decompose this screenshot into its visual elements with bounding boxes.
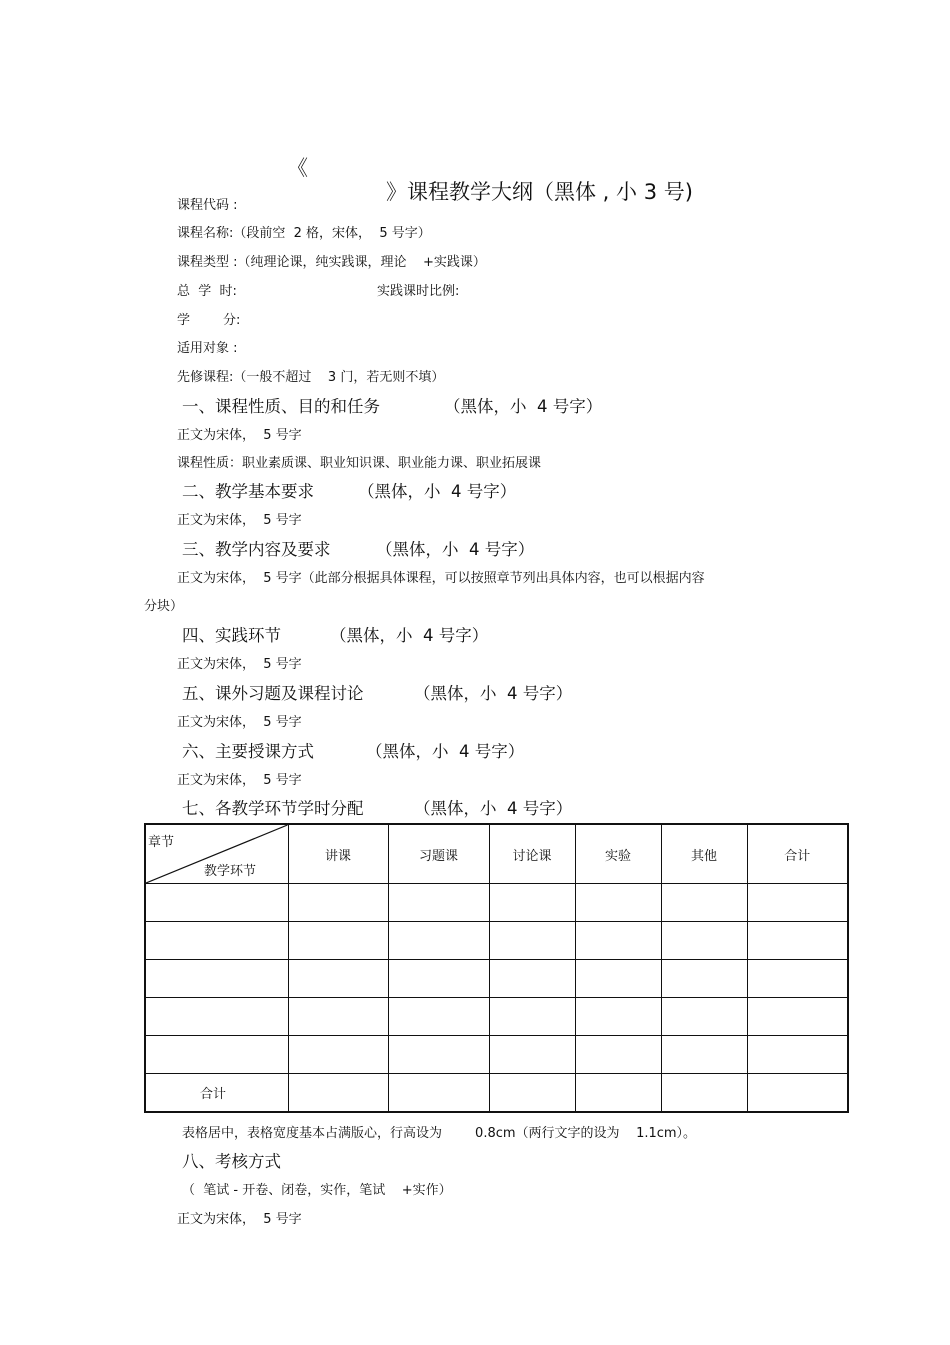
table-cell — [661, 1036, 747, 1074]
table-row — [145, 884, 848, 922]
table-cell — [145, 998, 288, 1036]
section-8-body-font: 正文为宋体， 5 号字 — [177, 1212, 302, 1227]
table-cell — [388, 1036, 489, 1074]
section-7-heading: 七、各教学环节学时分配 — [182, 799, 364, 818]
table-cell — [661, 1074, 747, 1113]
table-cell — [747, 960, 848, 998]
table-header-row — [145, 824, 848, 884]
table-row — [145, 960, 848, 998]
section-7-note: （黑体，小 4 号字） — [414, 799, 573, 818]
section-5-body: 正文为宋体， 5 号字 — [177, 715, 302, 730]
section-6-body: 正文为宋体， 5 号字 — [177, 773, 302, 788]
table-cell — [661, 922, 747, 960]
course-type: 课程类型 :（纯理论课，纯实践课，理论 +实践课） — [177, 255, 486, 270]
table-cell — [388, 1074, 489, 1113]
title-text: 》课程教学大纲（黑体 , 小 3 号) — [386, 180, 693, 204]
column-header: 合计 — [747, 824, 848, 884]
table-cell — [747, 998, 848, 1036]
section-8-heading: 八、考核方式 — [182, 1152, 281, 1171]
table-row — [145, 998, 848, 1036]
section-5-heading: 五、课外习题及课程讨论 — [182, 684, 364, 703]
table-cell — [388, 960, 489, 998]
section-1-note: （黑体，小 4 号字） — [444, 397, 603, 416]
section-5-note: （黑体，小 4 号字） — [414, 684, 573, 703]
prerequisites: 先修课程:（一般不超过 3 门，若无则不填） — [177, 370, 445, 385]
section-2-heading: 二、教学基本要求 — [182, 482, 314, 501]
table-cell — [388, 922, 489, 960]
column-header: 讨论课 — [489, 824, 575, 884]
section-2-body: 正文为宋体， 5 号字 — [177, 513, 302, 528]
table-cell — [489, 998, 575, 1036]
table-corner-cell — [145, 824, 288, 884]
column-header: 讲课 — [288, 824, 388, 884]
table-cell — [575, 998, 661, 1036]
table-cell — [575, 1074, 661, 1113]
table-cell — [489, 1074, 575, 1113]
table-cell — [288, 884, 388, 922]
table-cell — [145, 1036, 288, 1074]
section-1-heading: 一、课程性质、目的和任务 — [182, 397, 380, 416]
section-3-note: （黑体，小 4 号字） — [376, 540, 535, 559]
table-cell — [575, 922, 661, 960]
course-code: 课程代码 : — [177, 198, 238, 213]
table-row — [145, 922, 848, 960]
table-cell — [288, 1036, 388, 1074]
section-4-note: （黑体，小 4 号字） — [330, 626, 489, 645]
table-cell — [288, 1074, 388, 1113]
table-cell — [288, 960, 388, 998]
hours-allocation-table — [144, 823, 849, 1113]
table-cell — [575, 960, 661, 998]
column-header: 习题课 — [388, 824, 489, 884]
section-3-heading: 三、教学内容及要求 — [182, 540, 331, 559]
section-3-body-cont: 分块） — [144, 599, 184, 614]
table-format-note: 表格居中，表格宽度基本占满版心，行高设为 0.8cm（两行文字的设为 1.1cm）。 — [182, 1126, 697, 1141]
table-cell — [661, 998, 747, 1036]
table-cell — [747, 1036, 848, 1074]
document-title — [0, 128, 950, 204]
table-cell — [661, 884, 747, 922]
course-name: 课程名称:（段前空 2 格，宋体， 5 号字） — [177, 226, 431, 241]
table-cell — [145, 960, 288, 998]
table-cell — [388, 998, 489, 1036]
total-hours: 总 学 时: — [177, 284, 237, 299]
credits: 学 分: — [177, 313, 241, 328]
section-4-body: 正文为宋体， 5 号字 — [177, 657, 302, 672]
table-cell — [145, 884, 288, 922]
total-row-label: 合计 — [145, 1074, 288, 1113]
table-cell — [661, 960, 747, 998]
table-cell — [489, 922, 575, 960]
table-cell — [575, 1036, 661, 1074]
corner-label-chapter: 章节 — [148, 835, 175, 850]
table-cell — [747, 922, 848, 960]
section-1-body-nature: 课程性质：职业素质课、职业知识课、职业能力课、职业拓展课 — [177, 456, 542, 471]
table-total-row — [145, 1074, 848, 1113]
table-cell — [489, 960, 575, 998]
table-cell — [747, 1074, 848, 1113]
table-cell — [288, 998, 388, 1036]
section-6-note: （黑体，小 4 号字） — [366, 742, 525, 761]
column-header: 其他 — [661, 824, 747, 884]
table-cell — [489, 884, 575, 922]
table-cell — [288, 922, 388, 960]
section-1-body: 正文为宋体， 5 号字 — [177, 428, 302, 443]
audience: 适用对象 : — [177, 341, 238, 356]
practice-ratio: 实践课时比例: — [377, 284, 460, 299]
section-8-body: （ 笔试 - 开卷、闭卷，实作，笔试 +实作） — [182, 1183, 452, 1198]
table-cell — [388, 884, 489, 922]
section-6-heading: 六、主要授课方式 — [182, 742, 314, 761]
section-3-body: 正文为宋体， 5 号字（此部分根据具体课程，可以按照章节列出具体内容，也可以根据内容 — [177, 571, 705, 586]
table-cell — [489, 1036, 575, 1074]
table-row — [145, 1036, 848, 1074]
title-open-bracket: 《 — [287, 156, 308, 180]
section-4-heading: 四、实践环节 — [182, 626, 281, 645]
table-cell — [747, 884, 848, 922]
column-header: 实验 — [575, 824, 661, 884]
section-2-note: （黑体，小 4 号字） — [358, 482, 517, 501]
table-cell — [145, 922, 288, 960]
table-cell — [575, 884, 661, 922]
corner-label-teaching-link: 教学环节 — [204, 864, 257, 879]
